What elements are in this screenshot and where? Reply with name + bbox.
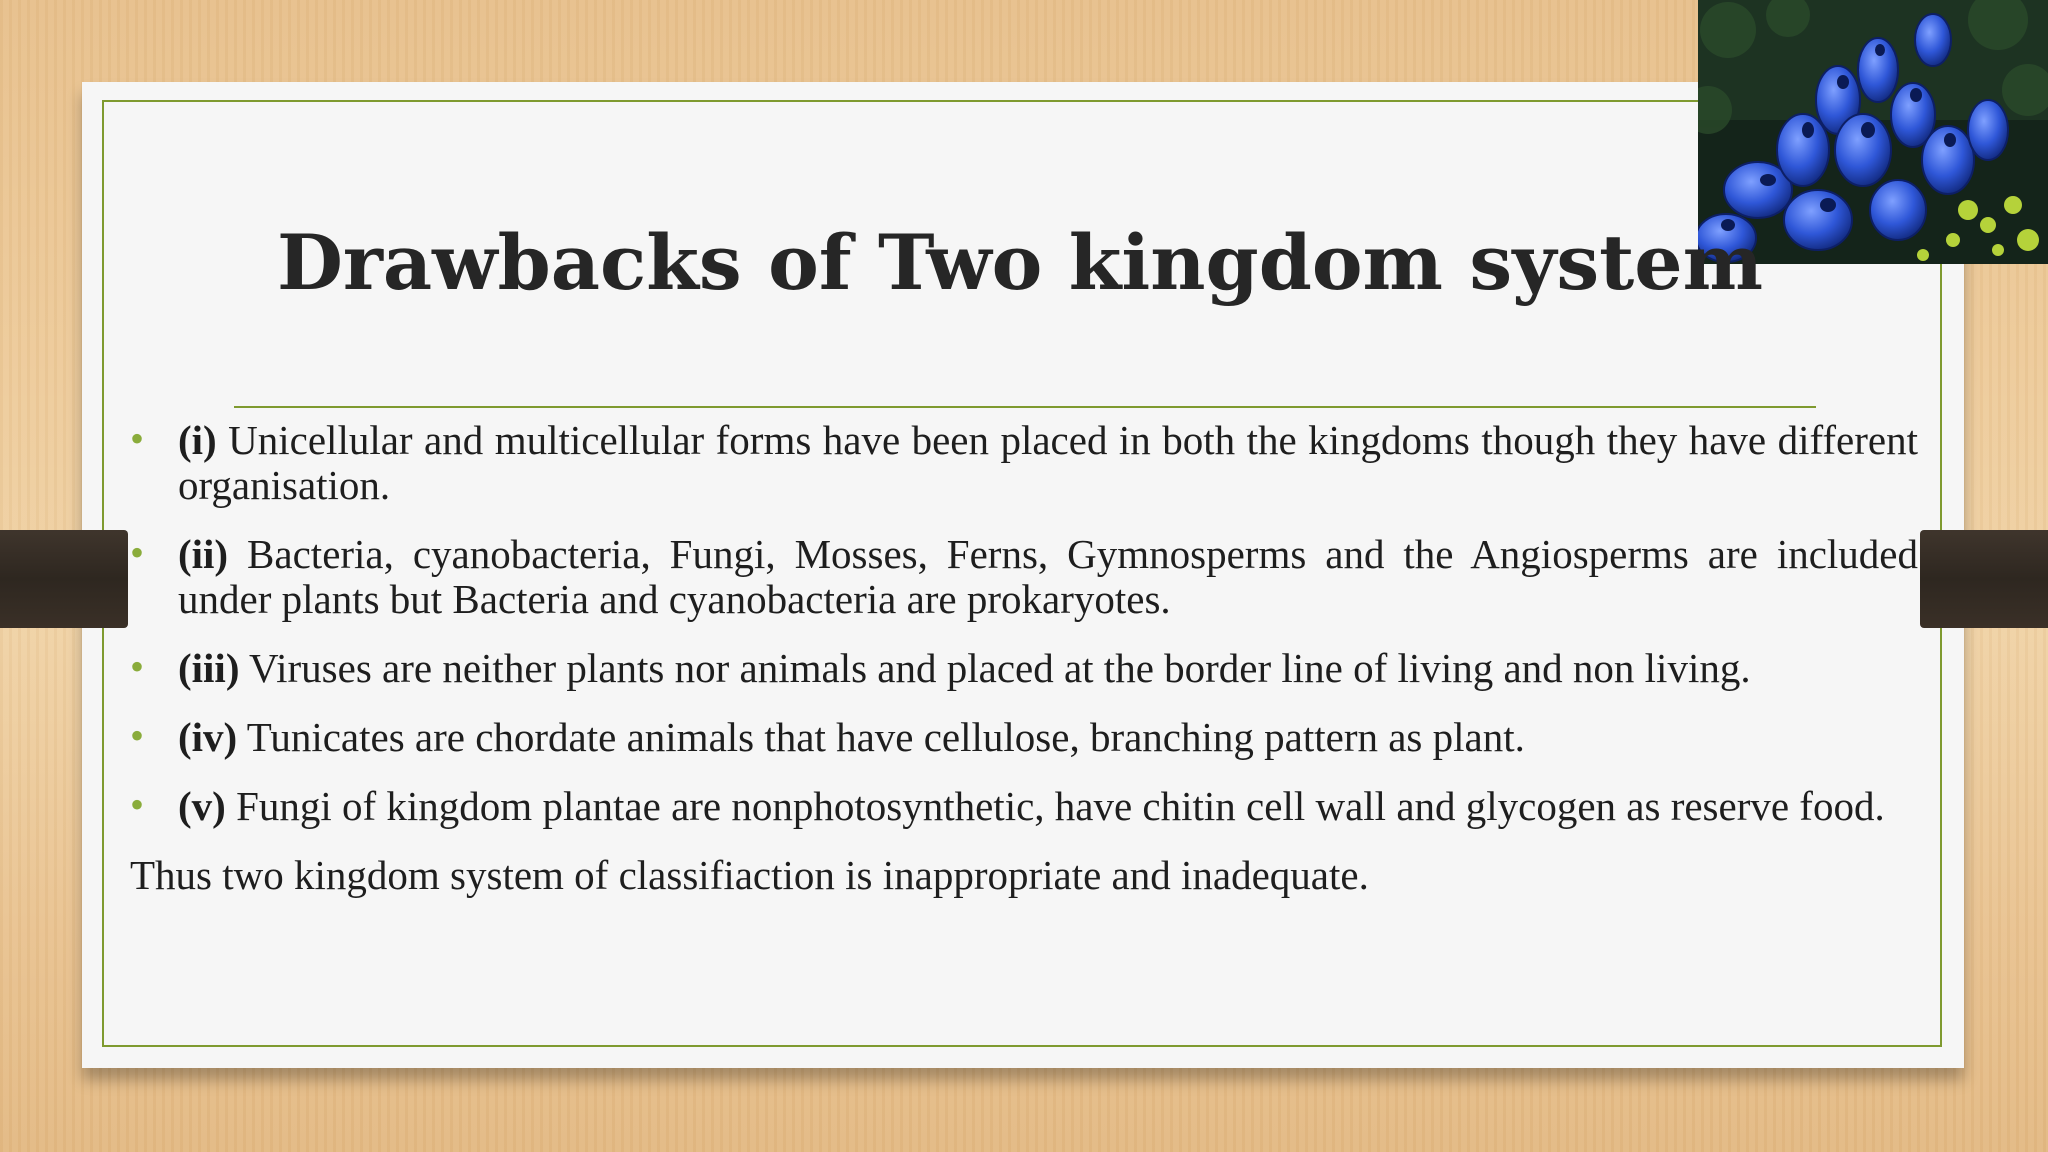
slide-title: Drawbacks of Two kingdom system xyxy=(276,218,1764,307)
bullet-text: Unicellular and multicellular forms have been placed in both the kingdoms though they have different organisation. xyxy=(178,417,1918,508)
bullet-dot-icon: • xyxy=(130,530,145,575)
bullet-label: (i) xyxy=(178,417,217,463)
bullet-item xyxy=(128,646,1918,691)
bullet-dot-icon: • xyxy=(130,782,145,827)
bullet-dot-icon: • xyxy=(130,713,145,758)
bullet-item xyxy=(128,715,1918,760)
bullet-dot-icon: • xyxy=(130,416,145,461)
left-binder-clip xyxy=(0,530,128,628)
bullet-label: (iii) xyxy=(178,645,240,691)
bullet-text: Bacteria, cyanobacteria, Fungi, Mosses, Ferns, Gymnosperms and the Angiosperms are included under plants but Bacteria and cyanobacteria are prokaryotes. xyxy=(178,531,1918,622)
conclusion-text: Thus two kingdom system of classifiaction is inappropriate and inadequate. xyxy=(130,852,1369,898)
bullet-text: Fungi of kingdom plantae are nonphotosynthetic, have chitin cell wall and glycogen as reserve food. xyxy=(225,783,1885,829)
right-binder-clip xyxy=(1920,530,2048,628)
bullet-dot-icon: • xyxy=(130,644,145,689)
bullet-label: (iv) xyxy=(178,714,238,760)
title-underline xyxy=(234,406,1816,408)
bullet-label: (v) xyxy=(178,783,226,829)
bullet-text: Tunicates are chordate animals that have cellulose, branching pattern as plant. xyxy=(237,714,1525,760)
bullet-item xyxy=(128,784,1918,829)
bullet-label: (ii) xyxy=(178,531,229,577)
bullet-item xyxy=(128,532,1918,622)
bullet-text: Viruses are neither plants nor animals and placed at the border line of living and non living. xyxy=(239,645,1751,691)
slide-content xyxy=(128,418,1918,898)
bullet-item xyxy=(128,418,1918,508)
